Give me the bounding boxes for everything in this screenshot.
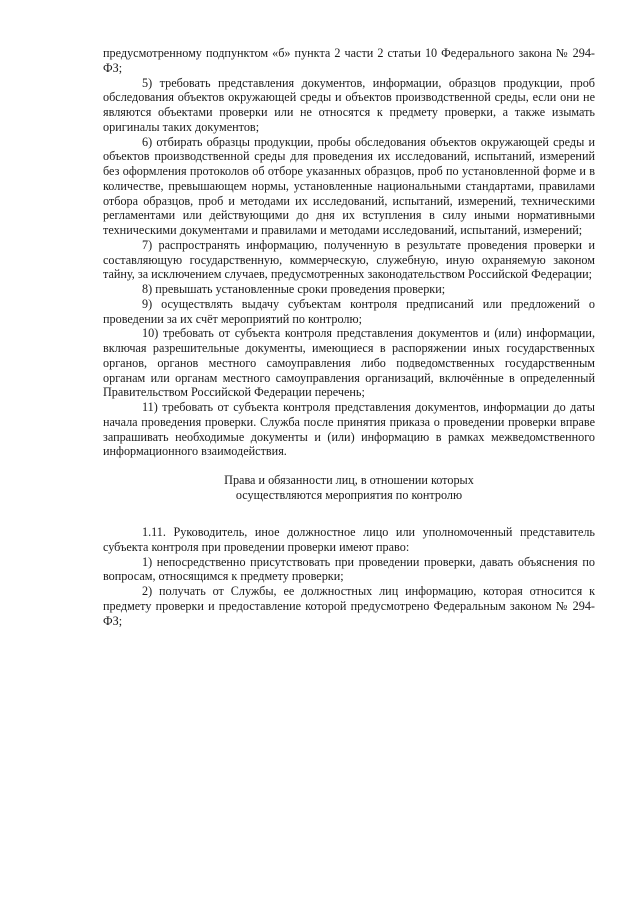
list-item-9: 9) осуществлять выдачу субъектам контроля предписаний или предложений о проведении за их счёт мероприятий по контролю; <box>103 296 595 326</box>
section-heading-line-2: осуществляются мероприятия по контролю <box>235 488 463 502</box>
list-item-7: 7) распространять информацию, полученную в результате проведения проверки и составляющую государственную, коммерческую, служебную, иную охраняемую законом тайну, за исключением случаев, предусмотренных законодательством Российской Федерации; <box>103 237 595 282</box>
section-heading-line-1: Права и обязанности лиц, в отношении которых <box>224 473 474 487</box>
right-item-1: 1) непосредственно присутствовать при проведении проверки, давать объяснения по вопросам, относящимся к предмету проверки; <box>103 554 595 584</box>
clause-1-11: 1.11. Руководитель, иное должностное лицо или уполномоченный представитель субъекта контроля при проведении проверки имеют право: <box>103 525 595 554</box>
list-item-11: 11) требовать от субъекта контроля представления документов, информации до даты начала проведения проверки. Служба после принятия приказа о проведении проверки вправе запрашивать необходимые документы и (или) информацию в рамках межведомственного информационного взаимодействия. <box>103 400 595 459</box>
list-item-8: 8) превышать установленные сроки проведения проверки; <box>142 282 446 296</box>
list-item-6: 6) отбирать образцы продукции, пробы обследования объектов окружающей среды и объектов производственной среды для проведения их исследований, испытаний, измерений без оформления протоколов об отборе указанных образцов, проб по установленной форме и в количестве, превышающем нормы, установленные национальными стандартами, правилами отбора образцов, проб и методами их исследований, испытаний, измерений, техническими регламентами или действующими до дня их вступления в силу иными нормативными техническими документами и правилами и методами исследований, испытаний, измерений; <box>103 134 595 237</box>
list-item-5: 5) требовать представления документов, информации, образцов продукции, проб обследования объектов окружающей среды и объектов производственной среды, если они не являются объектами проверки или не относятся к предмету проверки, а также изымать оригиналы таких документов; <box>103 75 595 134</box>
document-body <box>103 46 595 628</box>
list-item-10: 10) требовать от субъекта контроля представления документов и (или) информации, включая разрешительные документы, имеющиеся в распоряжении иных государственных органов, органов местного самоуправления либо подведомственных государственным органам или органам местного самоуправления организаций, включённые в определенный Правительством Российской Федерации перечень; <box>103 326 595 400</box>
spacer <box>103 459 595 473</box>
right-item-2: 2) получать от Службы, ее должностных лиц информацию, которая относится к предмету проверки и предоставление которой предусмотрено Федеральным законом № 294-ФЗ; <box>103 584 595 628</box>
paragraph-continuation: предусмотренному подпунктом «б» пункта 2 части 2 статьи 10 Федерального закона № 294-ФЗ; <box>103 46 595 75</box>
spacer <box>103 503 595 525</box>
